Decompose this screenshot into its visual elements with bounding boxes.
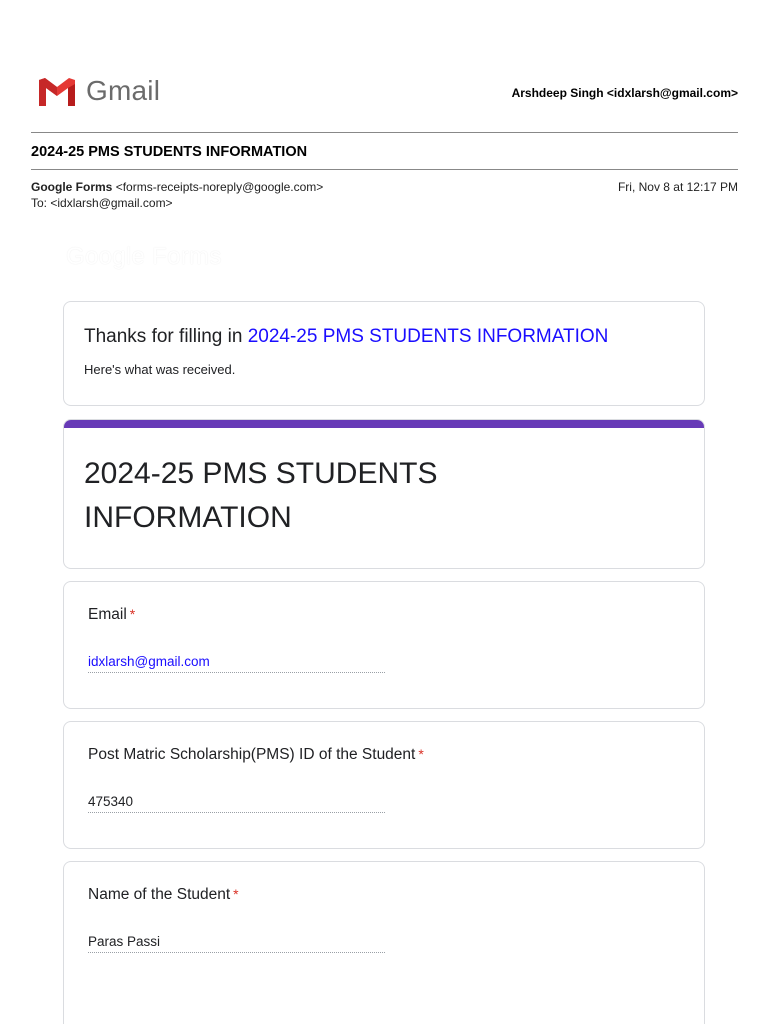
required-marker: * <box>129 606 136 622</box>
form-title: 2024-25 PMS STUDENTS INFORMATION <box>84 457 438 534</box>
question-card-pms-id <box>63 721 705 849</box>
required-marker: * <box>418 746 424 762</box>
sender-name: Google Forms <box>31 180 113 194</box>
subject-divider <box>31 169 738 170</box>
thanks-message <box>84 326 684 348</box>
header-divider <box>31 132 738 133</box>
sender-address: <forms-receipts-noreply@google.com> <box>115 180 324 194</box>
answer-email-link[interactable]: idxlarsh@gmail.com <box>88 654 385 673</box>
question-label <box>88 746 680 764</box>
form-link[interactable]: 2024-25 PMS STUDENTS INFORMATION <box>247 326 609 347</box>
required-marker: * <box>233 886 239 902</box>
email-meta <box>31 180 738 210</box>
gmail-header <box>36 74 738 114</box>
form-title-card <box>63 419 705 569</box>
gmail-logo <box>36 74 160 108</box>
answer-value: 475340 <box>88 794 385 813</box>
question-card-student-name <box>63 861 705 1024</box>
email-date: Fri, Nov 8 at 12:17 PM <box>617 180 738 194</box>
google-forms-logo: Google Forms <box>66 243 222 270</box>
question-label <box>88 606 680 624</box>
gmail-m-icon <box>36 74 78 108</box>
question-label <box>88 886 680 904</box>
recipient-line: To: <idxlarsh@gmail.com> <box>31 196 173 210</box>
question-card-email <box>63 581 705 709</box>
account-name: Arshdeep Singh <idxlarsh@gmail.com> <box>511 86 738 100</box>
gmail-wordmark: Gmail <box>86 75 161 106</box>
form-accent-bar <box>64 420 704 428</box>
email-subject: 2024-25 PMS STUDENTS INFORMATION <box>31 144 308 160</box>
answer-value: Paras Passi <box>88 934 385 953</box>
question-label-text: Email <box>88 606 127 623</box>
thanks-prefix: Thanks for filling in <box>84 326 243 347</box>
received-note: Here's what was received. <box>84 362 236 377</box>
question-label-text: Post Matric Scholarship(PMS) ID of the Student <box>88 746 416 763</box>
question-label-text: Name of the Student <box>88 886 231 903</box>
thanks-card <box>63 301 705 406</box>
